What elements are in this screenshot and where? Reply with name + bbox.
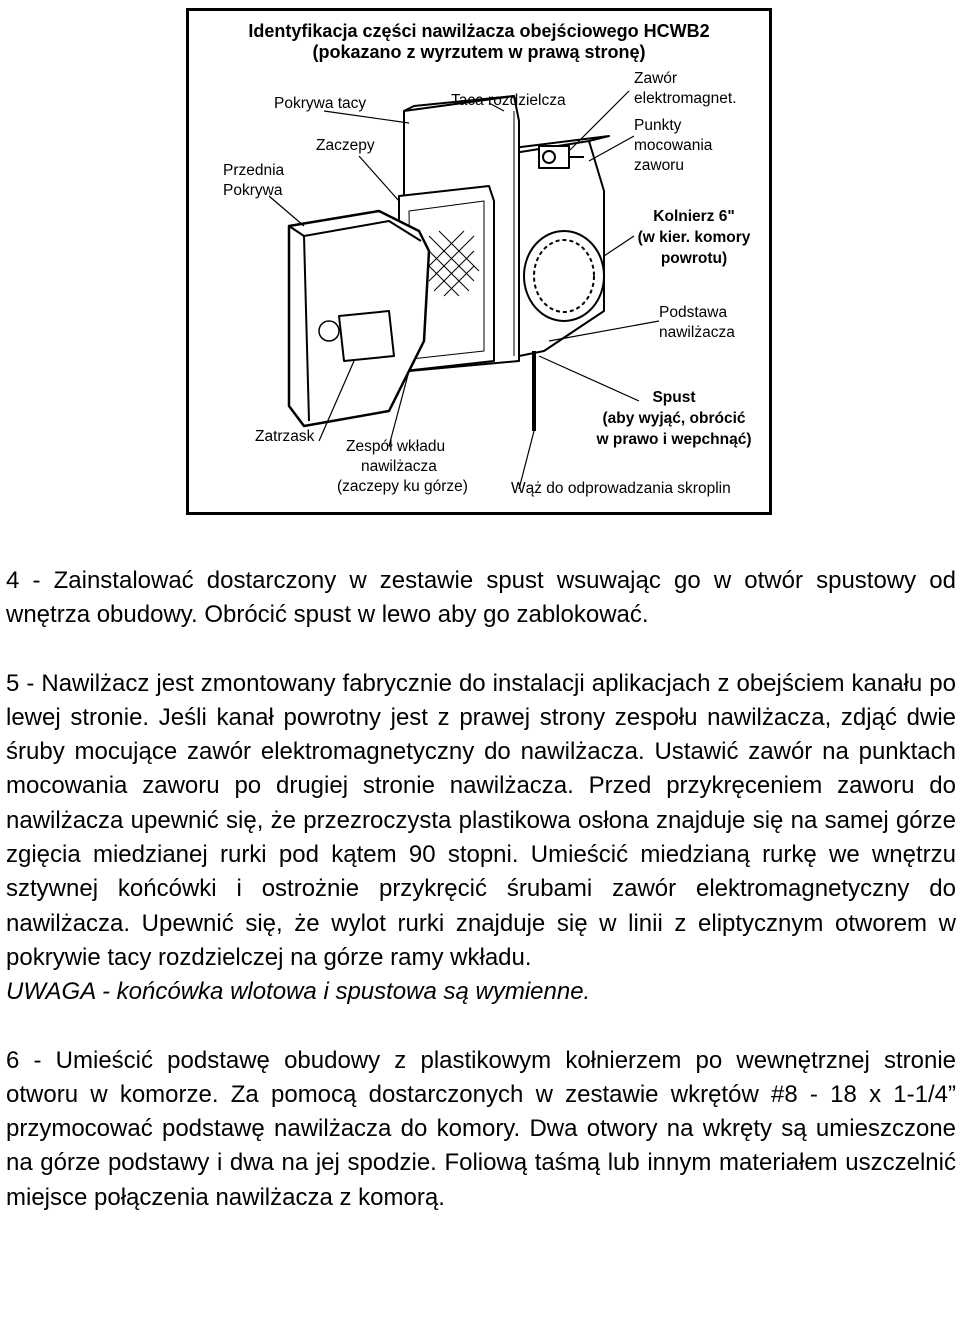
label-zespol-1: Zespół wkładu — [346, 438, 446, 455]
label-pokrywa-tacy: Pokrywa tacy — [274, 95, 367, 112]
front-cover — [289, 211, 429, 426]
label-kolnierz-1: Kolnierz 6" — [653, 208, 735, 225]
label-zatrzask: Zatrzask — [255, 428, 315, 445]
instructions-text — [6, 564, 956, 1215]
collar-6in — [524, 231, 604, 321]
label-spust-3: w prawo i wepchnąć) — [596, 431, 752, 448]
step-5-text: 5 - Nawilżacz jest zmontowany fabrycznie do instalacji aplikacjach z obejściem kanału po lewej stronie. Jeśli kanał powrotny jest z prawej strony zespołu nawilżacza, zdjąć dwie śruby mocujące zawór elektromagnetyczny do nawilżacza. Ustawić zawór na punktach mocowania zaworu po drugiej stronie nawilżacza. Przed przykręceniem zaworu do nawilżacza upewnić się, że przezroczysta plastikowa osłona znajduje się na samej górze zgięcia miedzianej rurki pod kątem 90 stopni. Umieścić miedzianą rurkę we wnętrzu sztywnej końcówki i ostrożnie przykręcić śrubami zawór elektromagnetyczny do nawilżacza. Upewnić się, że wylot rurki znajduje się w linii z eliptycznym otworem w pokrywie tacy rozdzielczej na górze ramy wkładu. — [6, 669, 956, 971]
label-waz: Wąż do odprowadzania skroplin — [511, 480, 731, 497]
label-podstawa-2: nawilżacza — [659, 324, 735, 341]
label-punkty-2: mocowania — [634, 137, 713, 154]
label-podstawa-1: Podstawa — [659, 304, 728, 321]
label-przednia-2: Pokrywa — [223, 182, 283, 199]
label-kolnierz-3: powrotu) — [660, 250, 728, 267]
step-4-paragraph: 4 - Zainstalować dostarczony w zestawie spust wsuwając go w otwór spustowy od wnętrza obudowy. Obrócić spust w lewo aby go zablokować. — [6, 567, 956, 629]
label-zespol-2: nawilżacza — [361, 458, 437, 475]
figure-title-line2: (pokazano z wyrzutem w prawą stronę) — [312, 42, 646, 62]
label-przednia-1: Przednia — [223, 162, 285, 179]
label-kolnierz-2: (w kier. komory — [637, 229, 751, 246]
exploded-diagram — [186, 8, 772, 515]
label-spust-2: (aby wyjąć, obrócić — [602, 410, 746, 427]
label-zespol-3: (zaczepy ku górze) — [337, 478, 468, 495]
label-zawor-1: Zawór — [634, 70, 678, 87]
label-spust-1: Spust — [652, 389, 696, 406]
label-punkty-1: Punkty — [634, 117, 682, 134]
label-zaczepy: Zaczepy — [316, 137, 375, 154]
label-punkty-3: zaworu — [634, 157, 684, 174]
figure-title-line1: Identyfikacja części nawilżacza obejściowego HCWB2 — [248, 21, 710, 41]
step-6-paragraph: 6 - Umieścić podstawę obudowy z plastikowym kołnierzem po wewnętrznej stronie otworu w komorze. Za pomocą dostarczonych w zestawie wkrętów #8 - 18 x 1-1/4” przymocować podstawę nawilżacza do komory. Dwa otwory na wkręty są umieszczone na górze podstawy i dwa na jej spodzie. Foliową taśmą lub innym materiałem uszczelnić miejsce połączenia nawilżacza z komorą. — [6, 1046, 956, 1211]
step-5-note: UWAGA - końcówka wlotowa i spustowa są wymienne. — [6, 978, 591, 1006]
label-taca-rozdzielcza: Taca rozdzielcza — [451, 92, 566, 109]
step-5-paragraph — [6, 667, 956, 1010]
label-zawor-2: elektromagnet. — [634, 90, 737, 107]
